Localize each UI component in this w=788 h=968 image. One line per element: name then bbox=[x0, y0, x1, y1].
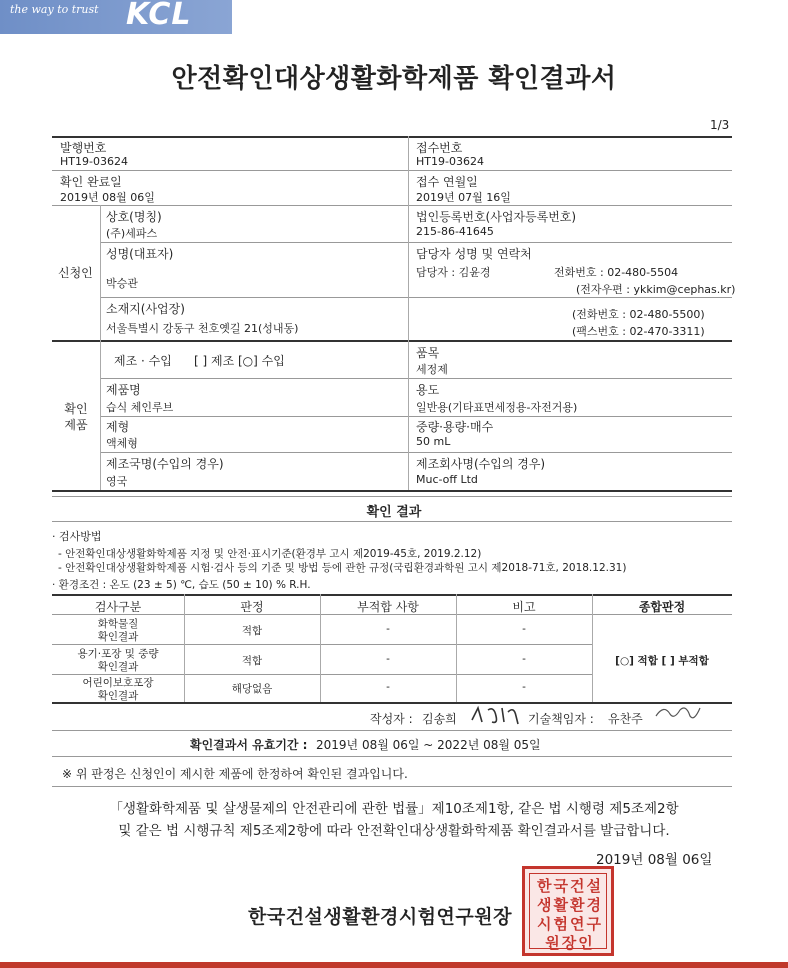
use-value: 일반용(기타표면세정용-자전거용) bbox=[416, 401, 578, 414]
row2-remark: - bbox=[522, 653, 526, 665]
logo: KCL bbox=[126, 0, 192, 32]
overall-judgment: [○] 적합 [ ] 부적합 bbox=[615, 655, 709, 667]
row3-remark: - bbox=[522, 681, 526, 693]
country-value: 영국 bbox=[106, 475, 128, 488]
maker-label: 제조회사명(수입의 경우) bbox=[416, 457, 546, 471]
form-value: 액체형 bbox=[106, 437, 138, 450]
receipt-no-label: 접수번호 bbox=[416, 141, 463, 155]
official-seal bbox=[522, 866, 614, 956]
issue-date: 2019년 08월 06일 bbox=[596, 852, 713, 868]
official-seal-text: 한국건설생활환경시험연구원장인 bbox=[537, 877, 603, 952]
row2-category-2: 확인결과 bbox=[97, 661, 139, 673]
tech-manager-name: 유찬주 bbox=[608, 712, 643, 726]
issue-no-label: 발행번호 bbox=[60, 141, 107, 155]
tech-manager-signature bbox=[654, 702, 704, 724]
document-title: 안전확인대상생활화학제품 확인결과서 bbox=[171, 64, 617, 94]
method-2: - 안전확인대상생활화학제품 시험·검사 등의 기준 및 방법 등에 관한 규정(국립환경과학원 고시 제2018-71호, 2018.12.31) bbox=[58, 562, 627, 574]
representative-label: 성명(대표자) bbox=[106, 247, 174, 261]
page-number: 1/3 bbox=[710, 118, 730, 132]
row1-nonconformity: - bbox=[386, 623, 390, 635]
representative-value: 박승관 bbox=[106, 277, 138, 290]
receipt-date-label: 접수 연월일 bbox=[416, 175, 478, 189]
amount-label: 중량·용량·매수 bbox=[416, 420, 494, 434]
item-value: 세정제 bbox=[416, 363, 448, 376]
form-label: 제형 bbox=[106, 420, 130, 434]
row2-nonconformity: - bbox=[386, 653, 390, 665]
col-header-category: 검사구분 bbox=[94, 600, 142, 614]
use-label: 용도 bbox=[416, 383, 440, 397]
writer-signature bbox=[468, 702, 524, 728]
company-label: 상호(명칭) bbox=[106, 210, 162, 224]
row1-category-1: 화학물질 bbox=[97, 618, 139, 630]
receipt-date-value: 2019년 07월 16일 bbox=[416, 191, 511, 204]
address-label: 소재지(사업장) bbox=[106, 302, 185, 316]
office-tel: (전화번호 : 02-480-5500) bbox=[572, 308, 705, 321]
office-fax: (팩스번호 : 02-470-3311) bbox=[572, 325, 705, 338]
bizno-value: 215-86-41645 bbox=[416, 225, 494, 238]
tech-manager-label: 기술책임자 : bbox=[528, 712, 594, 726]
contact-email: (전자우편 : ykkim@cephas.kr) bbox=[576, 283, 736, 296]
item-label: 품목 bbox=[416, 346, 440, 360]
applicant-section-label: 신청인 bbox=[58, 266, 93, 280]
legal-basis-1: 「생활화학제품 및 살생물제의 안전관리에 관한 법률」제10조제1항, 같은 법 시행령 제5조제2항 bbox=[109, 801, 679, 817]
product-section-label-2: 제품 bbox=[64, 418, 88, 432]
contact-person: 담당자 : 김윤경 bbox=[416, 266, 491, 279]
scope-note: ※ 위 판정은 신청인이 제시한 제품에 한정하여 확인된 결과입니다. bbox=[62, 767, 408, 781]
row1-category-2: 확인결과 bbox=[97, 631, 139, 643]
col-header-nonconformity: 부적합 사항 bbox=[357, 600, 419, 614]
receipt-no-value: HT19-03624 bbox=[416, 155, 484, 168]
row3-nonconformity: - bbox=[386, 681, 390, 693]
col-header-remark: 비고 bbox=[512, 600, 536, 614]
row2-category-1: 용기·포장 및 중량 bbox=[77, 648, 159, 660]
issue-no-value: HT19-03624 bbox=[60, 155, 128, 168]
completion-date-value: 2019년 08월 06일 bbox=[60, 191, 155, 204]
product-section-label-1: 확인 bbox=[64, 402, 88, 416]
validity-value: 2019년 08월 06일 ~ 2022년 08월 05일 bbox=[316, 738, 541, 752]
product-name-label: 제품명 bbox=[106, 383, 141, 397]
address-value: 서울특별시 강동구 천호옛길 21(성내동) bbox=[106, 322, 299, 335]
writer-label: 작성자 : bbox=[370, 712, 413, 726]
environment-conditions: · 환경조건 : 온도 (23 ± 5) ℃, 습도 (50 ± 10) % R.H. bbox=[52, 579, 311, 591]
bottom-accent-bar bbox=[0, 962, 788, 968]
row1-judgment: 적합 bbox=[241, 625, 263, 637]
contact-label: 담당자 성명 및 연락처 bbox=[416, 247, 532, 261]
country-label: 제조국명(수입의 경우) bbox=[106, 457, 224, 471]
method-1: - 안전확인대상생활화학제품 지정 및 안전·표시기준(환경부 고시 제2019-45호, 2019.2.12) bbox=[58, 548, 482, 560]
bizno-label: 법인등록번호(사업자등록번호) bbox=[416, 210, 577, 224]
product-name-value: 습식 체인루브 bbox=[106, 401, 174, 414]
result-title: 확인 결과 bbox=[366, 505, 422, 520]
row1-remark: - bbox=[522, 623, 526, 635]
row3-category-2: 확인결과 bbox=[97, 690, 139, 702]
contact-tel: 전화번호 : 02-480-5504 bbox=[554, 266, 679, 279]
row2-judgment: 적합 bbox=[241, 655, 263, 667]
writer-name: 김송희 bbox=[422, 712, 457, 726]
logo-tagline: the way to trust bbox=[10, 3, 99, 16]
maker-value: Muc-off Ltd bbox=[416, 473, 478, 486]
company-value: (주)세파스 bbox=[106, 227, 158, 240]
legal-basis-2: 및 같은 법 시행규칙 제5조제2항에 따라 안전확인대상생활화학제품 확인결과서를 발급합니다. bbox=[118, 823, 670, 839]
mfr-type-choice: [ ] 제조 [○] 수입 bbox=[194, 354, 285, 368]
completion-date-label: 확인 완료일 bbox=[60, 175, 122, 189]
method-label: · 검사방법 bbox=[52, 530, 102, 543]
col-header-overall: 종합판정 bbox=[638, 600, 686, 614]
mfr-type-label: 제조 · 수입 bbox=[114, 354, 172, 368]
row3-category-1: 어린이보호포장 bbox=[82, 677, 154, 689]
amount-value: 50 mL bbox=[416, 435, 451, 448]
col-header-judgment: 판정 bbox=[240, 600, 264, 614]
row3-judgment: 해당없음 bbox=[231, 683, 273, 695]
issuer-name: 한국건설생활환경시험연구원장 bbox=[248, 906, 512, 928]
validity-label: 확인결과서 유효기간 : bbox=[190, 738, 308, 752]
